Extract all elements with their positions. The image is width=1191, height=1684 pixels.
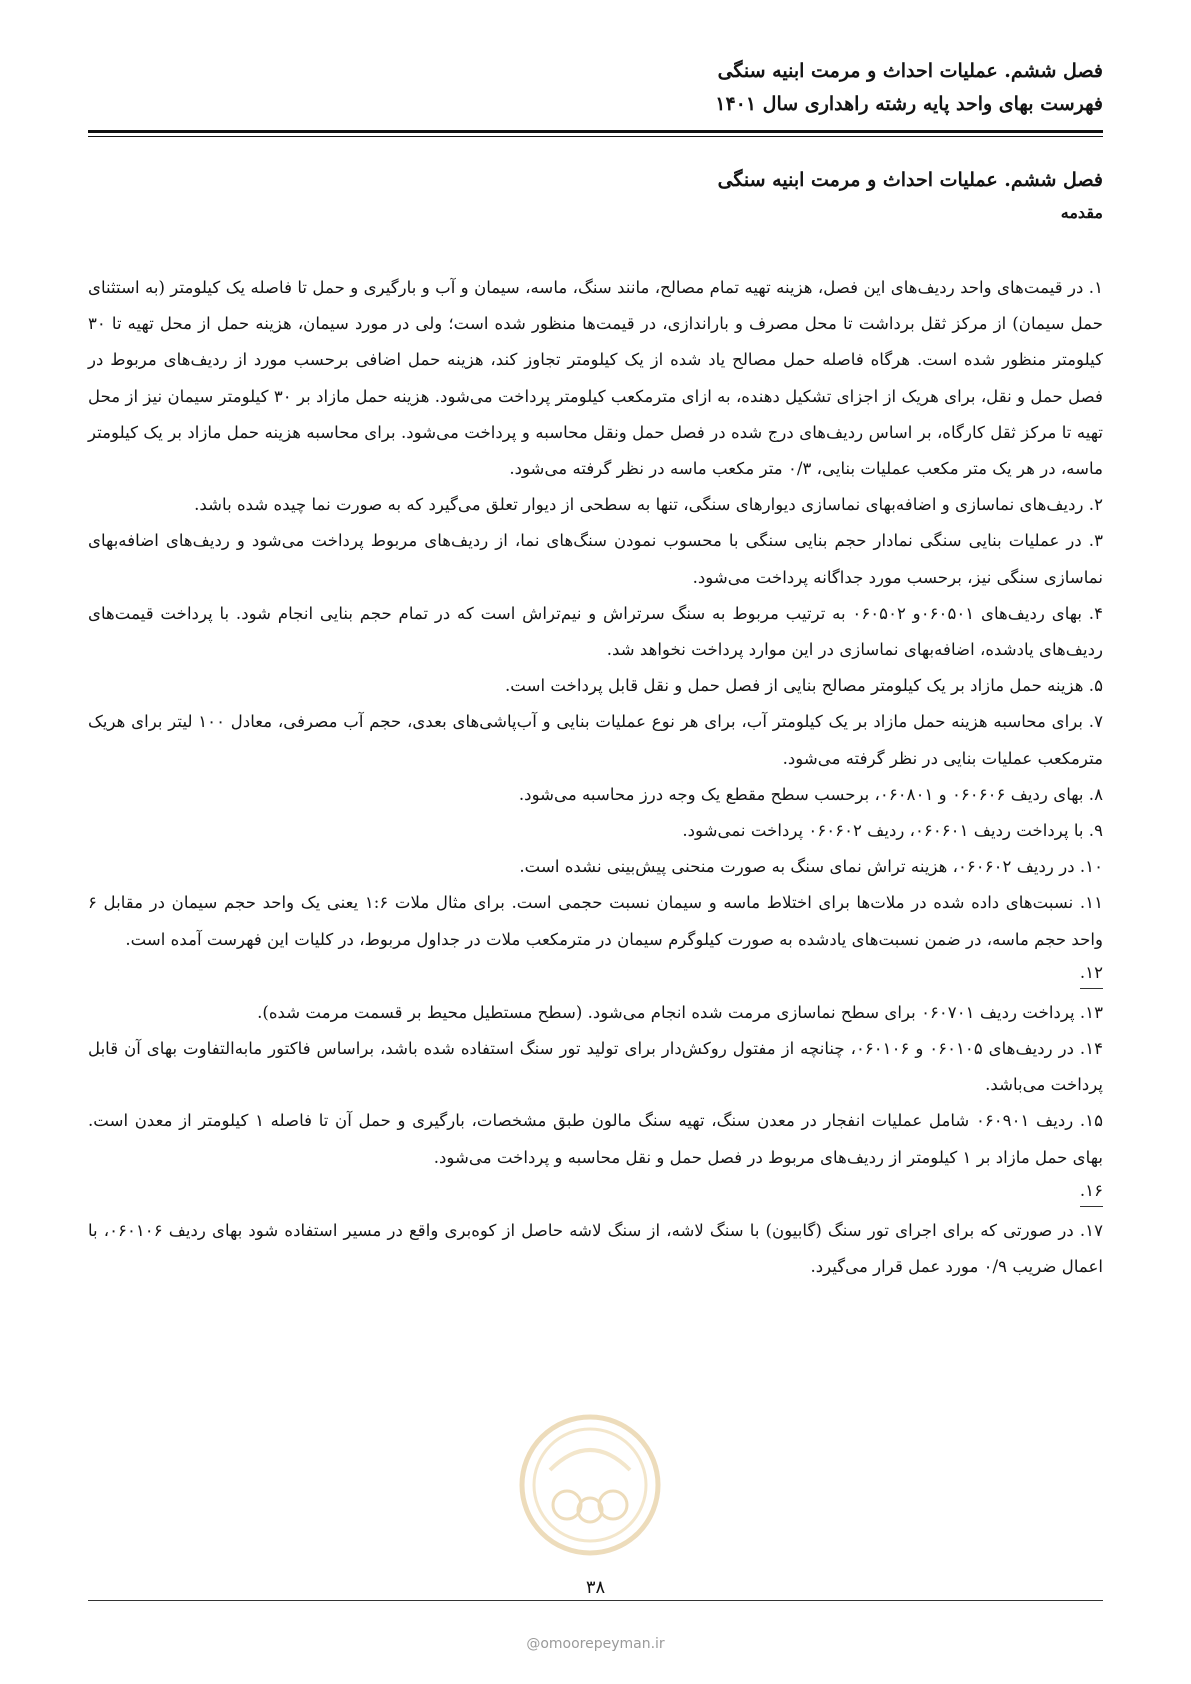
paragraph-9: ۹. با پرداخت ردیف ۰۶۰۶۰۱، ردیف ۰۶۰۶۰۲ پرداخت نمی‌شود.	[682, 821, 1103, 841]
chapter-title: فصل ششم. عملیات احداث و مرمت ابنیه سنگی	[717, 169, 1103, 191]
watermark-seal-icon	[515, 1410, 665, 1560]
paragraph-13: ۱۳. پرداخت ردیف ۰۶۰۷۰۱ برای سطح نماسازی مرمت شده انجام می‌شود. (سطح مستطیل محیط بر قسمت مرمت شده).	[257, 1002, 1103, 1022]
header-rule-thick	[88, 130, 1103, 133]
paragraph-12	[88, 958, 1103, 995]
paragraph-10: ۱۰. در ردیف ۰۶۰۶۰۲، هزینه تراش نمای سنگ به صورت منحنی پیش‌بینی نشده است.	[519, 857, 1103, 877]
paragraph-17: ۱۷. در صورتی که برای اجرای تور سنگ (گابیون) با سنگ لاشه، از سنگ لاشه حاصل از کوه‌بری واقع در مسیر استفاده شود بهای ردیف ۰۶۰۱۰۶، با اعمال ضریب ۰/۹ مورد عمل قرار می‌گیرد.	[88, 1220, 1103, 1277]
header-chapter-title: فصل ششم. عملیات احداث و مرمت ابنیه سنگی	[717, 60, 1103, 82]
running-header	[88, 55, 1103, 121]
paragraph-4: ۴. بهای ردیف‌های ۰۶۰۵۰۱و ۰۶۰۵۰۲ به ترتیب مربوط به سنگ سرتراش و نیم‌تراش است که در تمام حجم بنایی انجام شود. با پرداخت قیمت‌های ردیف‌های یادشده، اضافه‌بهای نماسازی در این موارد پرداخت نخواهد شد.	[88, 603, 1103, 660]
section-heading: مقدمه	[1060, 203, 1103, 222]
header-rule-thin	[88, 136, 1103, 137]
paragraph-2: ۲. ردیف‌های نماسازی و اضافه‌بهای نماسازی دیوارهای سنگی، تنها به سطحی از دیوار تعلق می‌گیرد که به صورت نما چیده شده باشد.	[194, 495, 1103, 515]
paragraph-16	[88, 1176, 1103, 1213]
paragraph-7: ۷. برای محاسبه هزینه حمل مازاد بر یک کیلومتر آب، برای هر نوع عملیات بنایی و آب‌پاشی‌های بعدی، حجم آب مصرفی، معادل ۱۰۰ لیتر برای هریک مترمکعب عملیات بنایی در نظر گرفته می‌شود.	[88, 712, 1103, 768]
footer-rule	[88, 1600, 1103, 1601]
paragraph-14: ۱۴. در ردیف‌های ۰۶۰۱۰۵ و ۰۶۰۱۰۶، چنانچه از مفتول روکش‌دار برای تولید تور سنگ استفاده شده باشد، براساس فاکتور مابه‌التفاوت بهای آن قابل پرداخت می‌باشد.	[88, 1039, 1103, 1095]
watermark-url: @omoorepeyman.ir	[526, 1636, 665, 1652]
header-price-list-title: فهرست بهای واحد پایه رشته راهداری سال ۱۴۰۱	[715, 93, 1103, 115]
page-number: ۳۸	[585, 1577, 606, 1598]
paragraph-3: ۳. در عملیات بنایی سنگی نمادار حجم بنایی سنگی با محسوب نمودن سنگ‌های نما، از ردیف‌های مربوط پرداخت می‌شود و ردیف‌های اضافه‌بهای نماسازی سنگی نیز، برحسب مورد جداگانه پرداخت می‌شود.	[88, 531, 1103, 587]
paragraph-8: ۸. بهای ردیف ۰۶۰۶۰۶ و ۰۶۰۸۰۱، برحسب سطح مقطع یک وجه درز محاسبه می‌شود.	[518, 784, 1103, 804]
paragraph-11: ۱۱. نسبت‌های داده شده در ملات‌ها برای اختلاط ماسه و سیمان نسبت حجمی است. برای مثال ملات ۱:۶ یعنی یک واحد حجم سیمان در مقابل ۶ واحد حجم ماسه، در ضمن نسبت‌های یادشده به صورت کیلوگرم سیمان در مترمکعب ملات در جداول مربوط، در کلیات این فهرست آمده است.	[88, 893, 1103, 949]
paragraph-15: ۱۵. ردیف ۰۶۰۹۰۱ شامل عملیات انفجار در معدن سنگ، تهیه سنگ مالون طبق مشخصات، بارگیری و حمل آن تا فاصله ۱ کیلومتر از معدن است. بهای حمل مازاد بر ۱ کیلومتر از ردیف‌های مربوط در فصل حمل و نقل محاسبه و پرداخت می‌شود.	[88, 1111, 1103, 1167]
body-text	[88, 270, 1103, 1285]
paragraph-16-number: ۱۶.	[1080, 1176, 1103, 1207]
paragraph-12-number: ۱۲.	[1080, 958, 1103, 989]
paragraph-1: ۱. در قیمت‌های واحد ردیف‌های این فصل، هزینه تهیه تمام مصالح، مانند سنگ، ماسه، سیمان و آب و بارگیری و حمل تا فاصله یک کیلومتر (به استثنای حمل سیمان) از مرکز ثقل برداشت تا محل مصرف و باراندازی، در قیمت‌ها منظور شده است؛ ولی در مورد سیمان، هزینه حمل از محل تهیه تا ۳۰ کیلومتر منظور شده است. هرگاه فاصله حمل مصالح یاد شده از یک کیلومتر تجاوز کند، هزینه حمل اضافی برحسب مورد از ردیف‌های مربوط در فصل حمل و نقل، برای هریک از اجزای تشکیل دهنده، به ازای مترمکعب کیلومتر پرداخت می‌شود. هزینه حمل مازاد بر ۳۰ کیلومتر سیمان نیز از محل تهیه تا مرکز ثقل کارگاه، بر اساس ردیف‌های درج شده در فصل حمل ونقل محاسبه و پرداخت می‌شود. برای محاسبه هزینه حمل مازاد بر یک کیلومتر ماسه، در هر یک متر مکعب عملیات بنایی، ۰/۳ متر مکعب ماسه در نظر گرفته می‌شود.	[88, 278, 1104, 479]
paragraph-5: ۵. هزینه حمل مازاد بر یک کیلومتر مصالح بنایی از فصل حمل و نقل قابل پرداخت است.	[505, 676, 1103, 696]
